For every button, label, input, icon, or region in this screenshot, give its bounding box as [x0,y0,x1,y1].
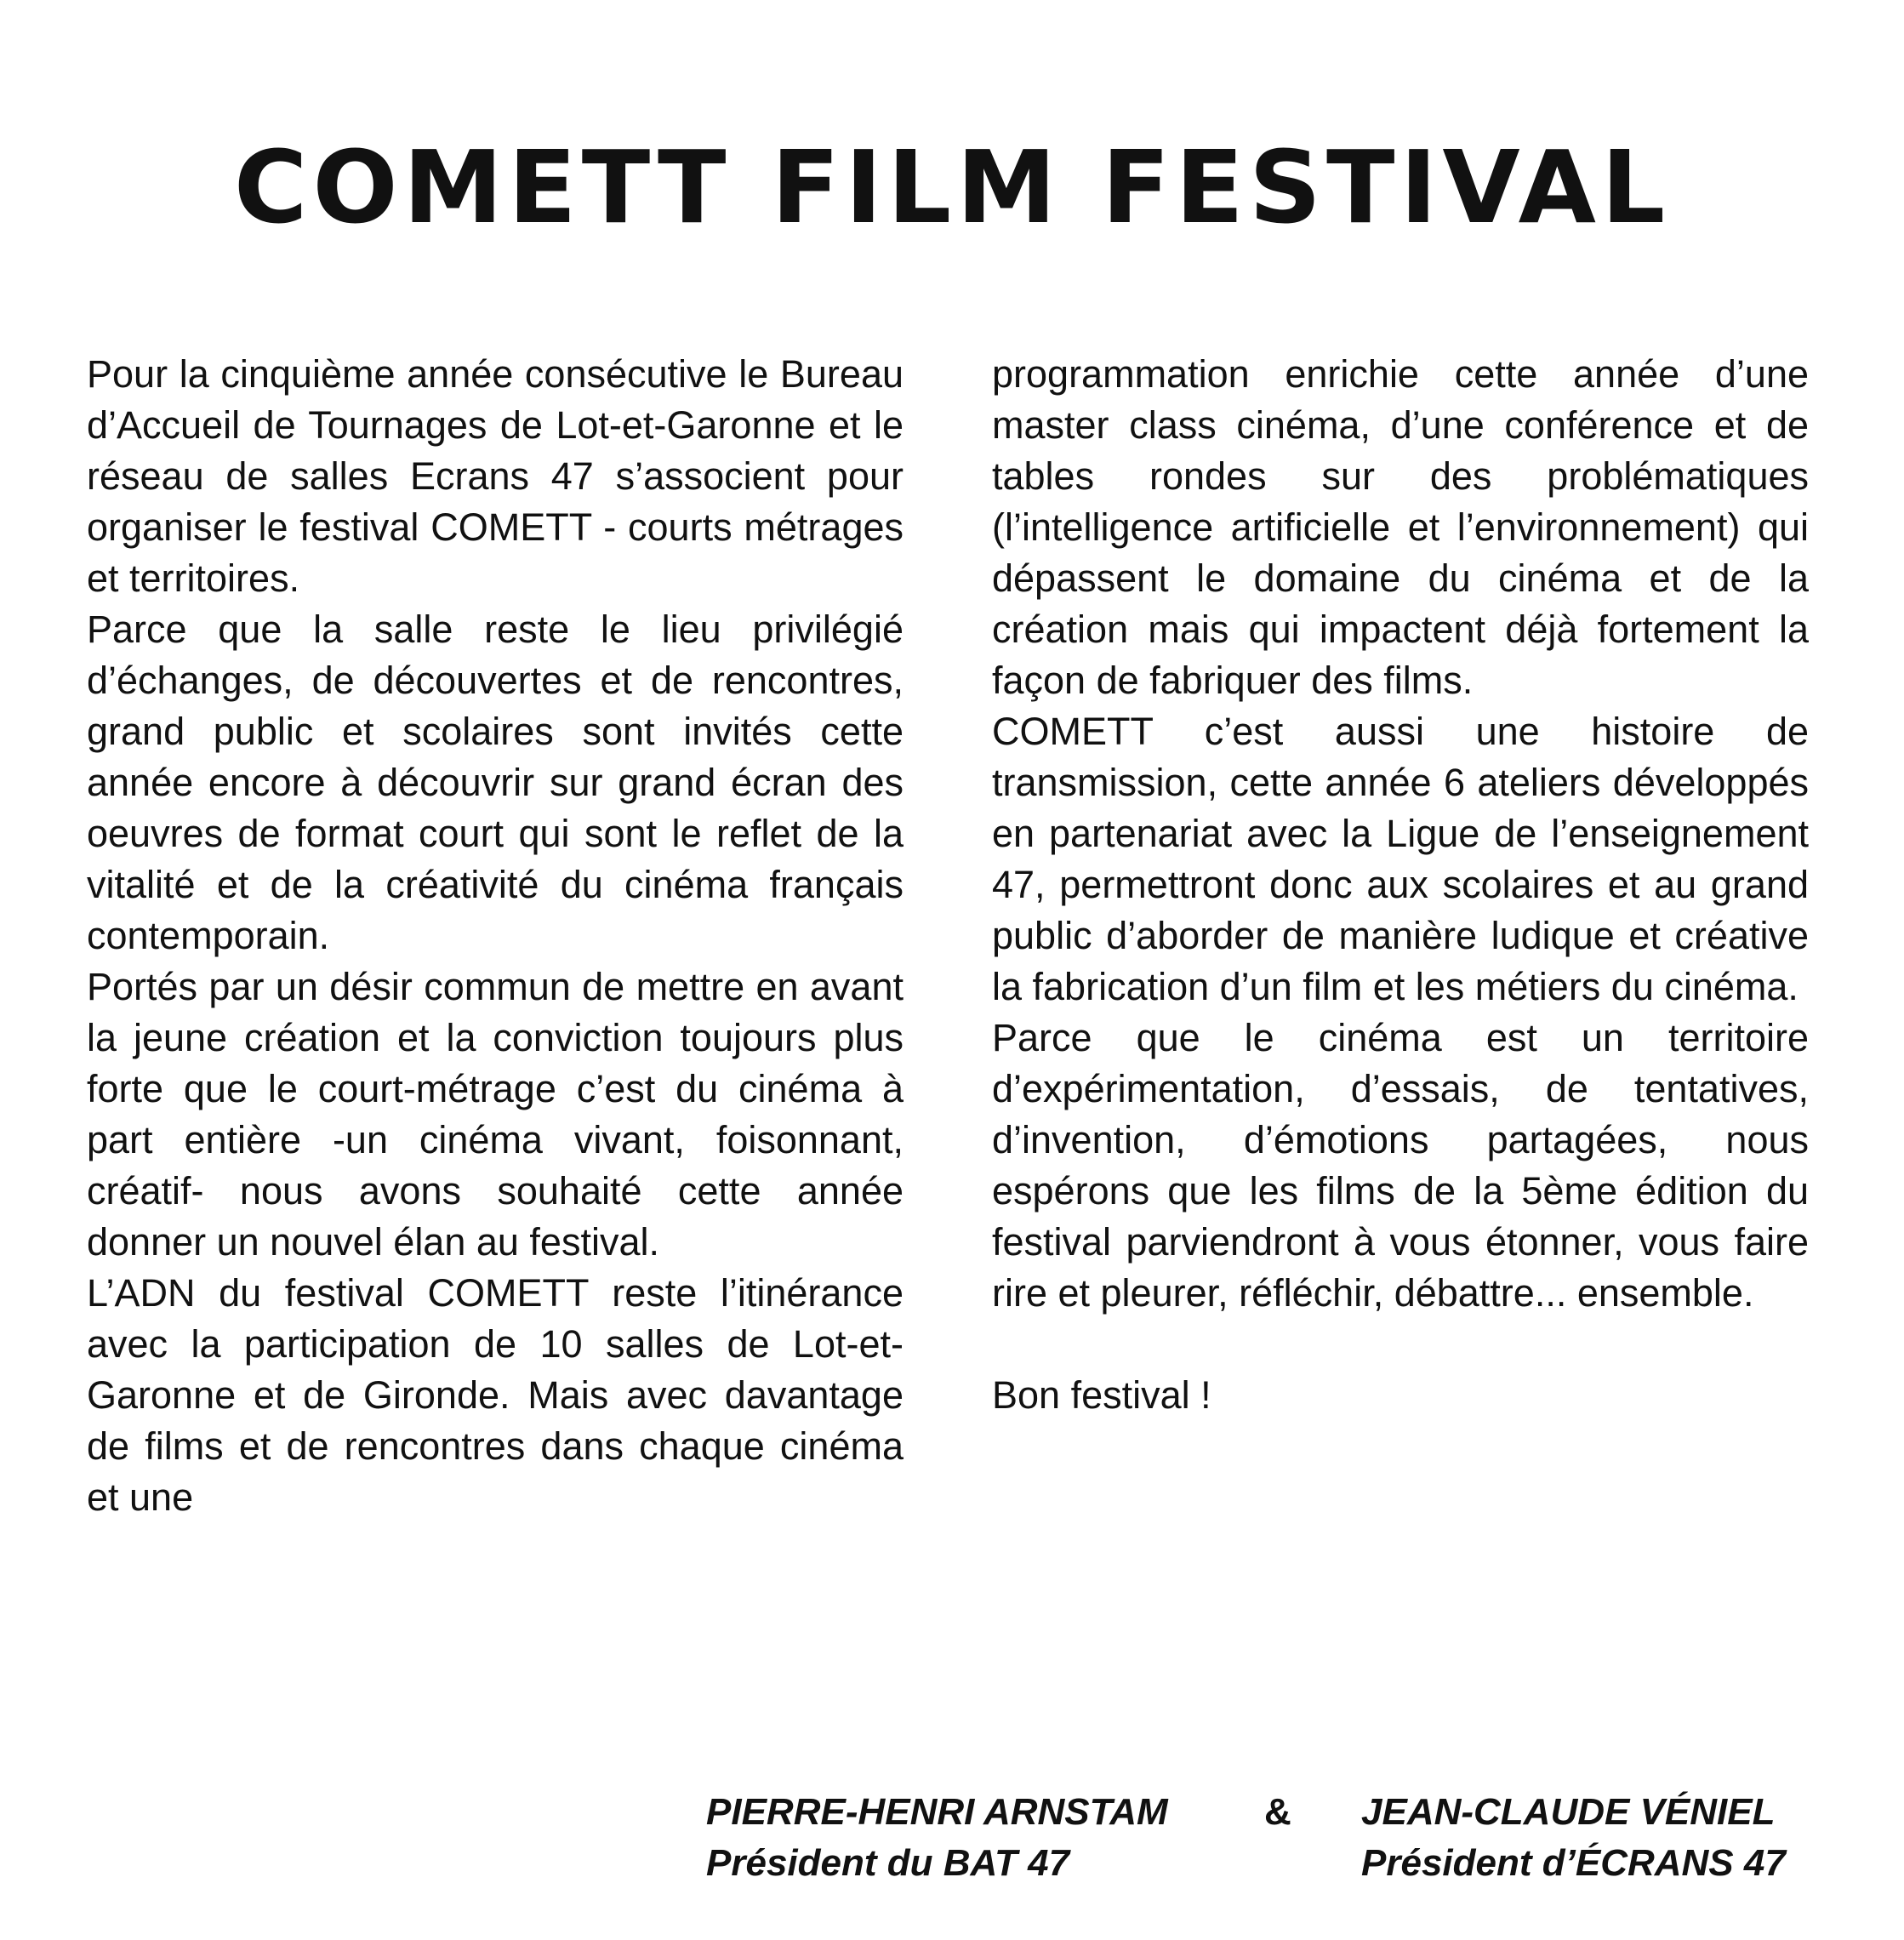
paragraph: COMETT c’est aussi une histoire de transmission, cette année 6 ateliers développés en partenariat avec la Ligue de l’enseignement 47, permettront donc aux scolaires et au grand public d’aborder de manière ludique et créative la fabrication d’un film et les métiers du cinéma. [992,710,1809,1008]
page-title: COMETT FILM FESTIVAL [233,128,1671,246]
left-text-column [87,349,904,1523]
closing-line: Bon festival ! [992,1373,1211,1417]
signature-left [706,1787,1168,1889]
signatory-role: Président du BAT 47 [706,1842,1070,1884]
paragraph: L’ADN du festival COMETT reste l’itinérance avec la participation de 10 salles de Lot-et- Garonne et de Gironde. Mais avec davantage de films et de rencontres dans chaque cinéma et une [87,1271,904,1519]
right-text-column [992,349,1809,1421]
signatory-name: PIERRE-HENRI ARNSTAM [706,1791,1168,1833]
paragraph: programmation enrichie cette année d’une master class cinéma, d’une conférence et de tables rondes sur des problématiques (l’intelligence artificielle et l’environnement) qui dépassent le domaine du cinéma et de la création mais qui impactent déjà fortement la façon de fabriquer des films. [992,352,1809,702]
paragraph: Parce que la salle reste le lieu privilégié d’échanges, de découvertes et de rencontres, grand public et scolaires sont invités cette année encore à découvrir sur grand écran des oeuvres de format court qui sont le reflet de la vitalité et de la créativité du cinéma français contemporain. [87,608,904,957]
ampersand-separator: & [1264,1791,1291,1833]
signatory-role: Président d’ÉCRANS 47 [1361,1842,1786,1884]
paragraph: Pour la cinquième année consécutive le Bureau d’Accueil de Tournages de Lot-et-Garonne et le réseau de salles Ecrans 47 s’associent pour organiser le festival COMETT - courts métrages et territoires. [87,352,904,600]
signature-right [1361,1787,1786,1889]
paragraph: Portés par un désir commun de mettre en avant la jeune création et la conviction toujours plus forte que le court-métrage c’est du cinéma à part entière -un cinéma vivant, foisonnant, créatif- nous avons souhaité cette année donner un nouvel élan au festival. [87,965,904,1264]
signatures [0,1787,1904,1906]
paragraph: Parce que le cinéma est un territoire d’expérimentation, d’essais, de tentatives, d’invention, d’émotions partagées, nous espérons que les films de la 5ème édition du festival parviendront à vous étonner, vous faire rire et pleurer, réfléchir, débattre... ensemble. [992,1016,1809,1315]
signatory-name: JEAN-CLAUDE VÉNIEL [1361,1791,1776,1833]
